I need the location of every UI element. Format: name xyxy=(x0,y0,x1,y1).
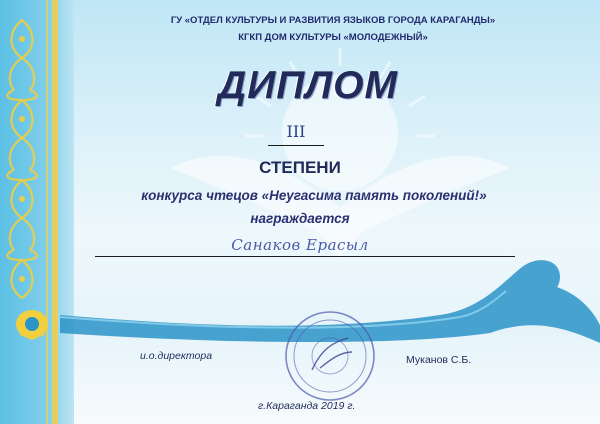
degree-number: III xyxy=(286,122,306,141)
diploma-title: ДИПЛОМ xyxy=(218,64,398,107)
signer-name: Муканов С.Б. xyxy=(406,354,472,366)
state-emblem-icon xyxy=(12,306,52,342)
round-stamp-icon xyxy=(282,308,378,404)
awarded-label: награждается xyxy=(250,211,350,226)
organization-line-2: КГКП ДОМ КУЛЬТУРЫ «МОЛОДЕЖНЫЙ» xyxy=(238,32,428,43)
recipient-name: Санаков Ерасыл xyxy=(231,236,369,254)
degree-word: СТЕПЕНИ xyxy=(259,158,341,177)
organization-line-1: ГУ «ОТДЕЛ КУЛЬТУРЫ И РАЗВИТИЯ ЯЗЫКОВ ГОРОДА КАРАГАНДЫ» xyxy=(170,15,496,26)
city-year: г.Караганда 2019 г. xyxy=(258,400,356,412)
director-label: и.о.директора xyxy=(140,350,213,362)
recipient-underline xyxy=(95,256,515,257)
degree-underline xyxy=(268,145,324,146)
kazakh-ornament-icon xyxy=(0,0,74,424)
contest-name: конкурса чтецов «Неугасима память поколений!» xyxy=(141,188,487,203)
